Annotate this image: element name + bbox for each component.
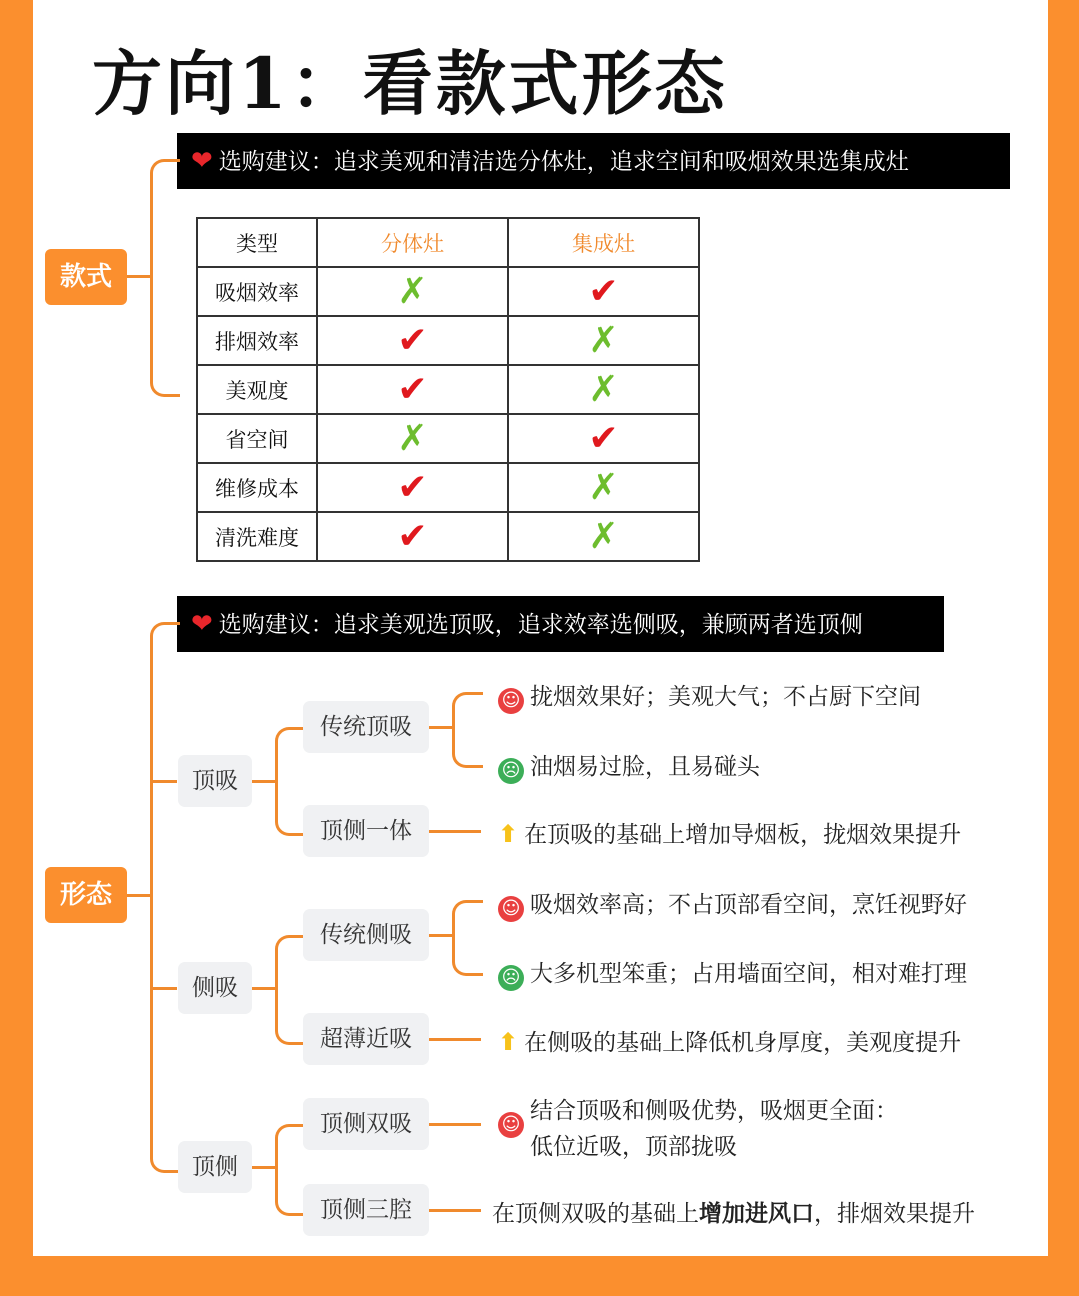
group-node: 顶侧 [178,1141,252,1193]
page-title: 方向1：看款式形态 [92,42,728,125]
sub-node: 超薄近吸 [303,1013,429,1065]
pro-text-line1: 结合顶吸和侧吸优势，吸烟更全面： [530,1098,898,1124]
sub-node: 顶侧一体 [303,805,429,857]
heart-icon: ❤ [191,146,213,176]
cross-icon: ✗ [397,417,428,459]
connector [429,934,454,937]
comparison-table [196,217,700,562]
table-row [197,414,699,463]
cross-icon: ✗ [588,368,619,410]
check-icon: ✔ [397,515,428,557]
advice-text: 选购建议：追求美观和清洁选分体灶，追求空间和吸烟效果选集成灶 [218,149,909,175]
tag-style: 款式 [45,249,127,305]
bracket [452,900,483,976]
cross-icon: ✗ [397,270,428,312]
connector [152,780,177,783]
bracket [275,1124,306,1216]
bracket [275,935,306,1045]
pro-text: ☺ 吸烟效率高；不占顶部看空间，烹饪视野好 [498,886,967,922]
check-icon: ✔ [588,270,619,312]
table-header: 分体灶 [317,218,508,267]
connector [152,987,177,990]
group-node: 顶吸 [178,755,252,807]
pro-text-line2: 低位近吸，顶部拢吸 [530,1134,737,1160]
upgrade-text: ⬆ 在顶吸的基础上增加导烟板，拢烟效果提升 [498,820,962,848]
connector [429,1209,481,1212]
connector [127,275,152,278]
check-icon: ✔ [588,417,619,459]
sad-face-icon: ☹ [498,965,524,991]
bracket [150,622,180,1173]
up-arrow-icon: ⬆ [498,820,519,848]
happy-face-icon: ☺ [498,896,524,922]
bracket [275,727,306,836]
row-label: 省空间 [197,414,317,463]
connector [252,1166,277,1169]
check-icon: ✔ [397,319,428,361]
desc-text: 在顶侧双吸的基础上增加进风口，排烟效果提升 [492,1201,975,1227]
check-icon: ✔ [397,466,428,508]
table-row [197,365,699,414]
sub-node: 顶侧三腔 [303,1184,429,1236]
tag-form: 形态 [45,867,127,923]
row-label: 美观度 [197,365,317,414]
con-text: ☹ 大多机型笨重；占用墙面空间，相对难打理 [498,955,967,991]
table-header: 类型 [197,218,317,267]
row-label: 维修成本 [197,463,317,512]
connector [429,1123,481,1126]
connector [429,830,481,833]
heart-icon: ❤ [191,609,213,639]
advice-text: 选购建议：追求美观选顶吸，追求效率选侧吸，兼顾两者选顶侧 [218,612,863,638]
sad-face-icon: ☹ [498,758,524,784]
advice-banner-style [177,133,1010,189]
upgrade-text: ⬆ 在侧吸的基础上降低机身厚度，美观度提升 [498,1028,962,1056]
cross-icon: ✗ [588,515,619,557]
table-header: 集成灶 [508,218,699,267]
check-icon: ✔ [397,368,428,410]
cross-icon: ✗ [588,319,619,361]
con-text: ☹ 油烟易过脸，且易碰头 [498,748,760,784]
pro-text: ☺ 拢烟效果好；美观大气；不占厨下空间 [498,678,921,714]
connector [429,726,454,729]
happy-face-icon: ☺ [498,688,524,714]
bracket [452,692,483,768]
table-row [197,316,699,365]
row-label: 排烟效率 [197,316,317,365]
row-label: 清洗难度 [197,512,317,561]
table-row [197,463,699,512]
cross-icon: ✗ [588,466,619,508]
advice-banner-form [177,596,944,652]
group-node: 侧吸 [178,962,252,1014]
table-row [197,512,699,561]
connector [252,987,277,990]
row-label: 吸烟效率 [197,267,317,316]
connector [252,780,277,783]
table-row [197,267,699,316]
sub-node: 顶侧双吸 [303,1098,429,1150]
sub-node: 传统侧吸 [303,909,429,961]
sub-node: 传统顶吸 [303,701,429,753]
connector [429,1038,481,1041]
bracket [150,159,180,397]
happy-face-icon: ☺ [498,1112,530,1138]
up-arrow-icon: ⬆ [498,1028,519,1056]
connector [127,894,152,897]
